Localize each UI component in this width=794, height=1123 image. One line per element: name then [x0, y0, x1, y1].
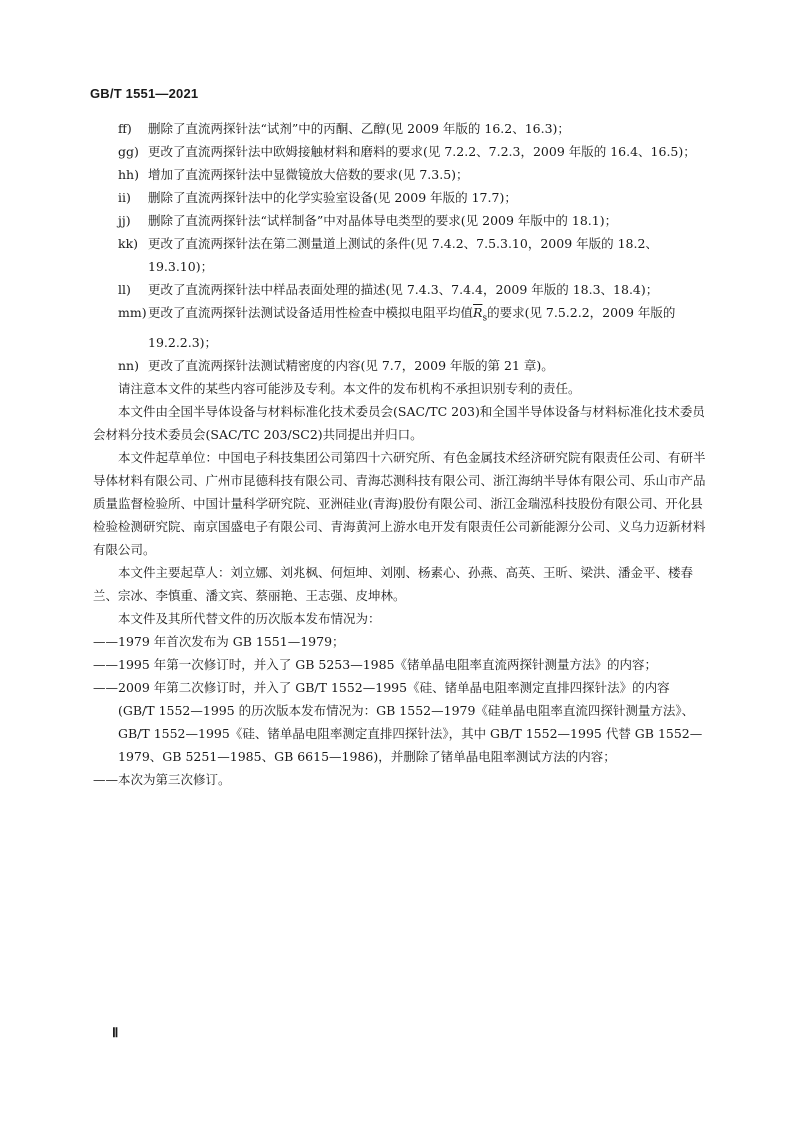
change-list	[118, 117, 706, 301]
change-item	[118, 301, 706, 354]
change-item-label: mm)	[118, 305, 147, 320]
change-item-text: 更改了直流两探针法测试精密度的内容(见 7.7，2009 年版的第 21 章)。	[148, 357, 554, 373]
change-item	[118, 209, 706, 232]
change-item	[118, 163, 706, 186]
patent-notice: 请注意本文件的某些内容可能涉及专利。本文件的发布机构不承担识别专利的责任。	[118, 380, 581, 396]
average-resistance-symbol: $\overline{R}$	[473, 305, 483, 320]
change-item	[118, 140, 706, 163]
change-item-text: 更改了直流两探针法在第二测量道上测试的条件(见 7.4.2、7.5.3.10，2009 年版的 18.2、19.3.10)；	[148, 236, 658, 274]
proposer-paragraph: 本文件由全国半导体设备与材料标准化技术委员会(SAC/TC 203)和全国半导体设备与材料标准化技术委员会材料分技术委员会(SAC/TC 203/SC2)共同提出并归口。	[93, 403, 705, 442]
change-item-text: 更改了直流两探针法中样品表面处理的描述(见 7.4.3、7.4.4，2009 年版的 18.3、18.4)；	[148, 282, 659, 297]
history-intro: 本文件及其所代替文件的历次版本发布情况为：	[118, 610, 381, 626]
drafters-paragraph: 本文件主要起草人：刘立娜、刘兆枫、何烜坤、刘刚、杨素心、孙燕、高英、王昕、梁洪、潘金平、楼春兰、宗冰、李慎重、潘文宾、蔡丽艳、王志强、皮坤林。	[93, 564, 694, 603]
history-entry	[93, 653, 706, 676]
change-item	[118, 232, 706, 278]
page-number: Ⅱ	[112, 1025, 119, 1040]
history-entry-text: 本次为第三次修订。	[118, 771, 231, 787]
change-item-text: 更改了直流两探针法测试设备适用性检查中模拟电阻平均值	[148, 305, 474, 320]
change-item	[118, 354, 706, 377]
change-item-label: jj)	[118, 213, 131, 228]
history-entry	[93, 768, 706, 791]
change-item-text: 的要求(见 7.5.2.2，2009 年版的 19.2.2.3)；	[148, 305, 676, 350]
history-dash: ——	[93, 679, 118, 695]
document-body	[93, 117, 706, 791]
drafting-units-paragraph: 本文件起草单位：中国电子科技集团公司第四十六研究所、有色金属技术经济研究院有限责任公司、有研半导体材料有限公司、广州市昆德科技有限公司、青海芯测科技有限公司、浙江海纳半导体有限公司、乐山市产品质量监督检验所、中国计量科学研究院、亚洲硅业(青海)股份有限公司、浙江金瑞泓科技股份有限公司、开化县检验检测研究院、南京国盛电子有限公司、青海黄河上游水电开发有限责任公司新能源分公司、义乌力迈新材料有限公司。	[93, 449, 706, 557]
history-entry	[93, 676, 706, 768]
change-item-text: 删除了直流两探针法中的化学实验室设备(见 2009 年版的 17.7)；	[148, 190, 517, 205]
history-entry-text: 1979 年首次发布为 GB 1551—1979；	[118, 633, 345, 649]
change-item-text: 删除了直流两探针法“试剂”中的丙酮、乙醇(见 2009 年版的 16.2、16.3)；	[148, 121, 570, 136]
history-dash: ——	[93, 633, 118, 649]
change-item-label: ll)	[118, 282, 131, 297]
history-list	[93, 630, 706, 791]
change-item-text: 更改了直流两探针法中欧姆接触材料和磨料的要求(见 7.2.2、7.2.3，2009 年版的 16.4、16.5)；	[148, 144, 696, 159]
change-item-label: kk)	[118, 236, 139, 251]
history-entry-text: 2009 年第二次修订时，并入了 GB/T 1552—1995《硅、锗单晶电阻率测定直排四探针法》的内容(GB/T 1552—1995 的历次版本发布情况为：GB 1552—1979《硅单晶电阻率直流四探针测量方法》、GB/T 1552—1995《硅、锗单晶电阻率测定直排四探针法》，其中 GB/T 1552—1995 代替 GB 1552—1979、GB 5251—1985、GB 6615—1986)，并删除了锗单晶电阻率测试方法的内容；	[118, 679, 703, 764]
standard-code-header: GB/T 1551—2021	[90, 86, 199, 101]
change-item-label: hh)	[118, 167, 139, 182]
change-item	[118, 278, 706, 301]
change-item-label: gg)	[118, 144, 139, 159]
history-entry	[93, 630, 706, 653]
average-resistance-subscript: s	[482, 313, 488, 324]
change-item	[118, 117, 706, 140]
change-item-text: 增加了直流两探针法中显微镜放大倍数的要求(见 7.3.5)；	[148, 167, 469, 182]
history-entry-text: 1995 年第一次修订时，并入了 GB 5253—1985《锗单晶电阻率直流两探针测量方法》的内容；	[118, 656, 658, 672]
change-item-label: nn)	[118, 357, 139, 373]
history-dash: ——	[93, 656, 118, 672]
change-item-label: ff)	[118, 121, 132, 136]
change-item-label: ii)	[118, 190, 131, 205]
change-item-text: 删除了直流两探针法“试样制备”中对晶体导电类型的要求(见 2009 年版中的 18.1)；	[148, 213, 618, 228]
history-dash: ——	[93, 771, 118, 787]
change-item	[118, 186, 706, 209]
